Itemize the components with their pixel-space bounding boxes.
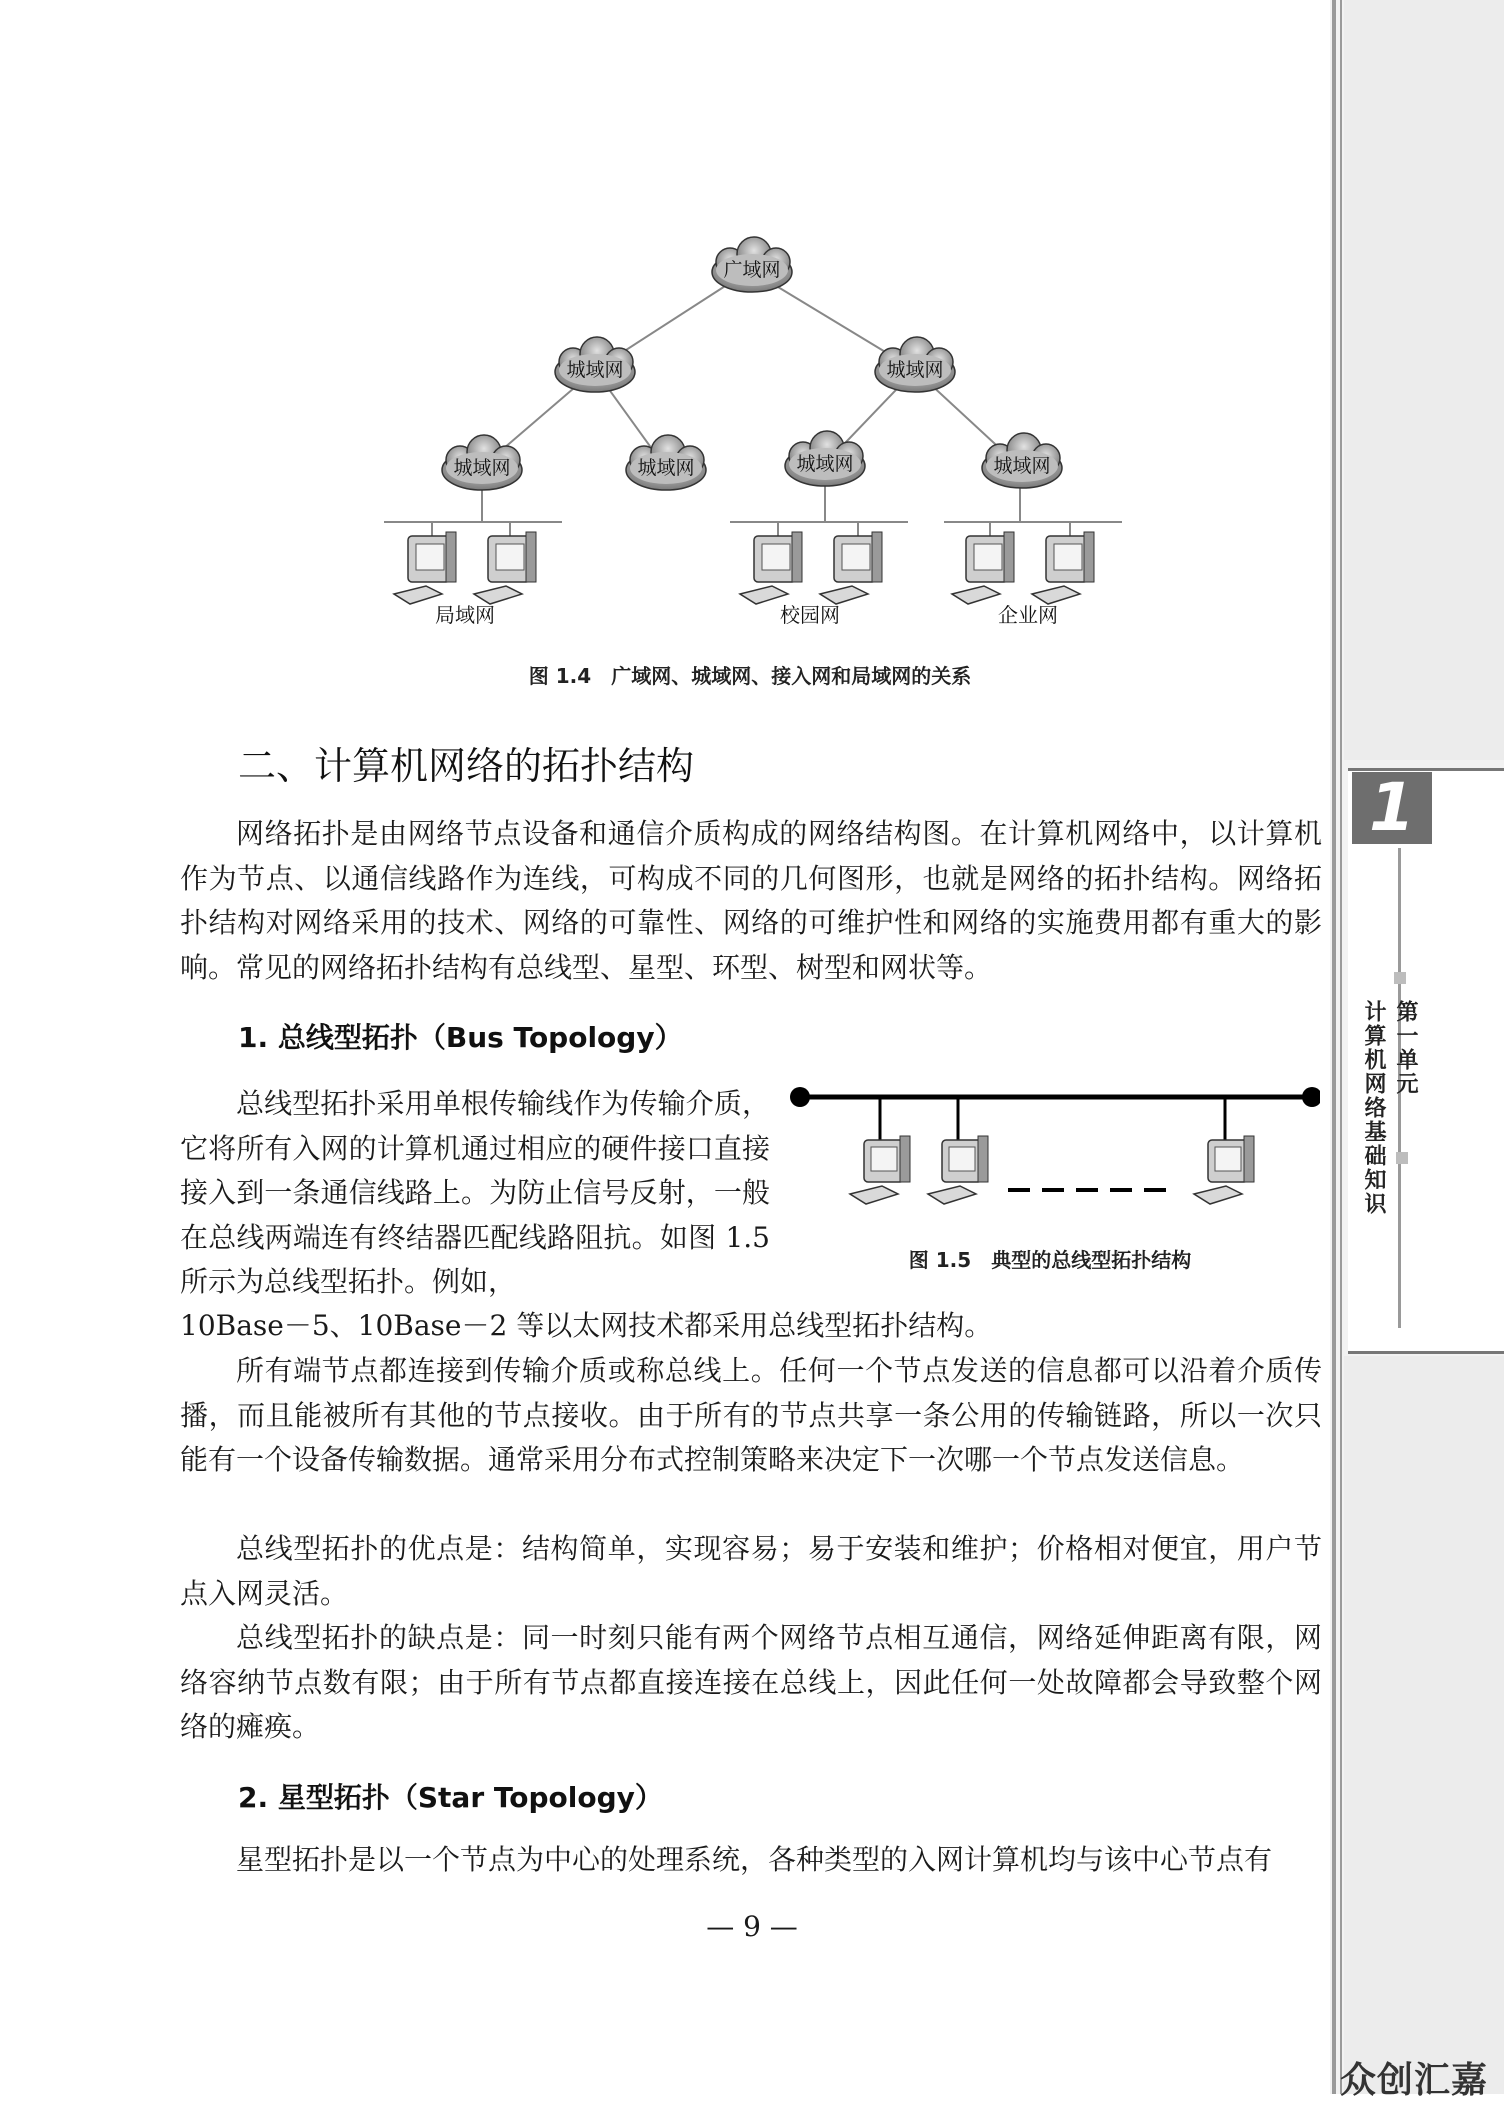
body-paragraph: 星型拓扑是以一个节点为中心的处理系统，各种类型的入网计算机均与该中心节点有 <box>236 1843 1273 1876</box>
computer-icon <box>1032 532 1094 604</box>
margin-panel-top <box>1344 0 1504 760</box>
network-hierarchy-figure <box>370 232 1130 632</box>
svg-text:城域网: 城域网 <box>796 453 854 475</box>
computer-icon <box>928 1136 988 1204</box>
watermark: 众创汇嘉 <box>1340 2060 1489 2101</box>
unit-title: 计算机网络基础知识 <box>1361 1000 1386 1216</box>
svg-text:广域网: 广域网 <box>723 259 781 281</box>
computer-icon <box>850 1136 910 1204</box>
terminator-icon <box>1302 1087 1320 1107</box>
svg-text:城域网: 城域网 <box>566 359 624 381</box>
svg-text:城域网: 城域网 <box>886 359 944 381</box>
wan-cloud-icon <box>712 237 792 292</box>
figure-caption: 图 1.5 典型的总线型拓扑结构 <box>908 1248 1192 1272</box>
man-cloud-icon <box>555 337 635 392</box>
computer-icon <box>474 532 536 604</box>
svg-text:城域网: 城域网 <box>993 455 1051 477</box>
computer-icon <box>394 532 456 604</box>
tab-marker <box>1394 972 1406 984</box>
subsection-heading: 1. 总线型拓扑（Bus Topology） <box>238 1021 683 1054</box>
man-cloud-icon <box>982 433 1062 488</box>
body-paragraph: 10Base－5、10Base－2 等以太网技术都采用总线型拓扑结构。 <box>180 1309 993 1342</box>
subsection-heading: 2. 星型拓扑（Star Topology） <box>238 1781 663 1814</box>
margin-panel-bottom <box>1344 1356 1504 2094</box>
figure-caption: 图 1.4 广域网、城域网、接入网和局域网的关系 <box>528 664 972 688</box>
svg-text:城域网: 城域网 <box>453 457 511 479</box>
computer-icon <box>952 532 1014 604</box>
group-label-campus: 校园网 <box>780 603 840 627</box>
svg-text:城域网: 城域网 <box>637 457 695 479</box>
body-paragraph: 所有端节点都连接到传输介质或称总线上。任何一个节点发送的信息都可以沿着介质传播，而且能被所有其他的节点接收。由于所有的节点共享一条公用的传输链路，所以一次只能有一个设备传输数据。通常采用分布式控制策略来决定下一次哪一个节点发送信息。 <box>180 1354 1322 1476</box>
group-label-enterprise: 企业网 <box>998 603 1058 627</box>
margin-rule <box>1340 0 1342 2094</box>
body-paragraph: 总线型拓扑采用单根传输线作为传输介质，它将所有入网的计算机通过相应的硬件接口直接接入到一条通信线路上。为防止信号反射，一般在总线两端连有终结器匹配线路阻抗。如图 1.5 所示为总线型拓扑。例如， <box>180 1087 770 1298</box>
bus-topology-figure <box>780 1080 1320 1230</box>
body-paragraph: 总线型拓扑的缺点是：同一时刻只能有两个网络节点相互通信，网络延伸距离有限，网络容纳节点数有限；由于所有节点都直接连接在总线上，因此任何一处故障都会导致整个网络的瘫痪。 <box>180 1621 1322 1743</box>
page-number: — 9 — <box>706 1910 798 1943</box>
group-label-lan: 局域网 <box>435 603 495 627</box>
section-heading: 二、计算机网络的拓扑结构 <box>238 744 695 788</box>
computer-icon <box>1194 1136 1254 1204</box>
tab-marker <box>1396 1152 1408 1164</box>
body-paragraph: 总线型拓扑的优点是：结构简单，实现容易；易于安装和维护；价格相对便宜，用户节点入网灵活。 <box>180 1532 1322 1610</box>
computer-icon <box>820 532 882 604</box>
man-cloud-icon <box>626 435 706 490</box>
unit-label: 第一单元 <box>1393 1000 1418 1096</box>
computer-icon <box>740 532 802 604</box>
terminator-icon <box>790 1087 810 1107</box>
intro-paragraph: 网络拓扑是由网络节点设备和通信介质构成的网络结构图。在计算机网络中，以计算机作为节点、以通信线路作为连线，可构成不同的几何图形，也就是网络的拓扑结构。网络拓扑结构对网络采用的技术、网络的可靠性、网络的可维护性和网络的实施费用都有重大的影响。常见的网络拓扑结构有总线型、星型、环型、树型和网状等。 <box>180 817 1322 984</box>
margin-rule <box>1332 0 1336 2094</box>
chapter-number-badge: 1 <box>1352 772 1432 844</box>
man-cloud-icon <box>785 431 865 486</box>
man-cloud-icon <box>875 337 955 392</box>
